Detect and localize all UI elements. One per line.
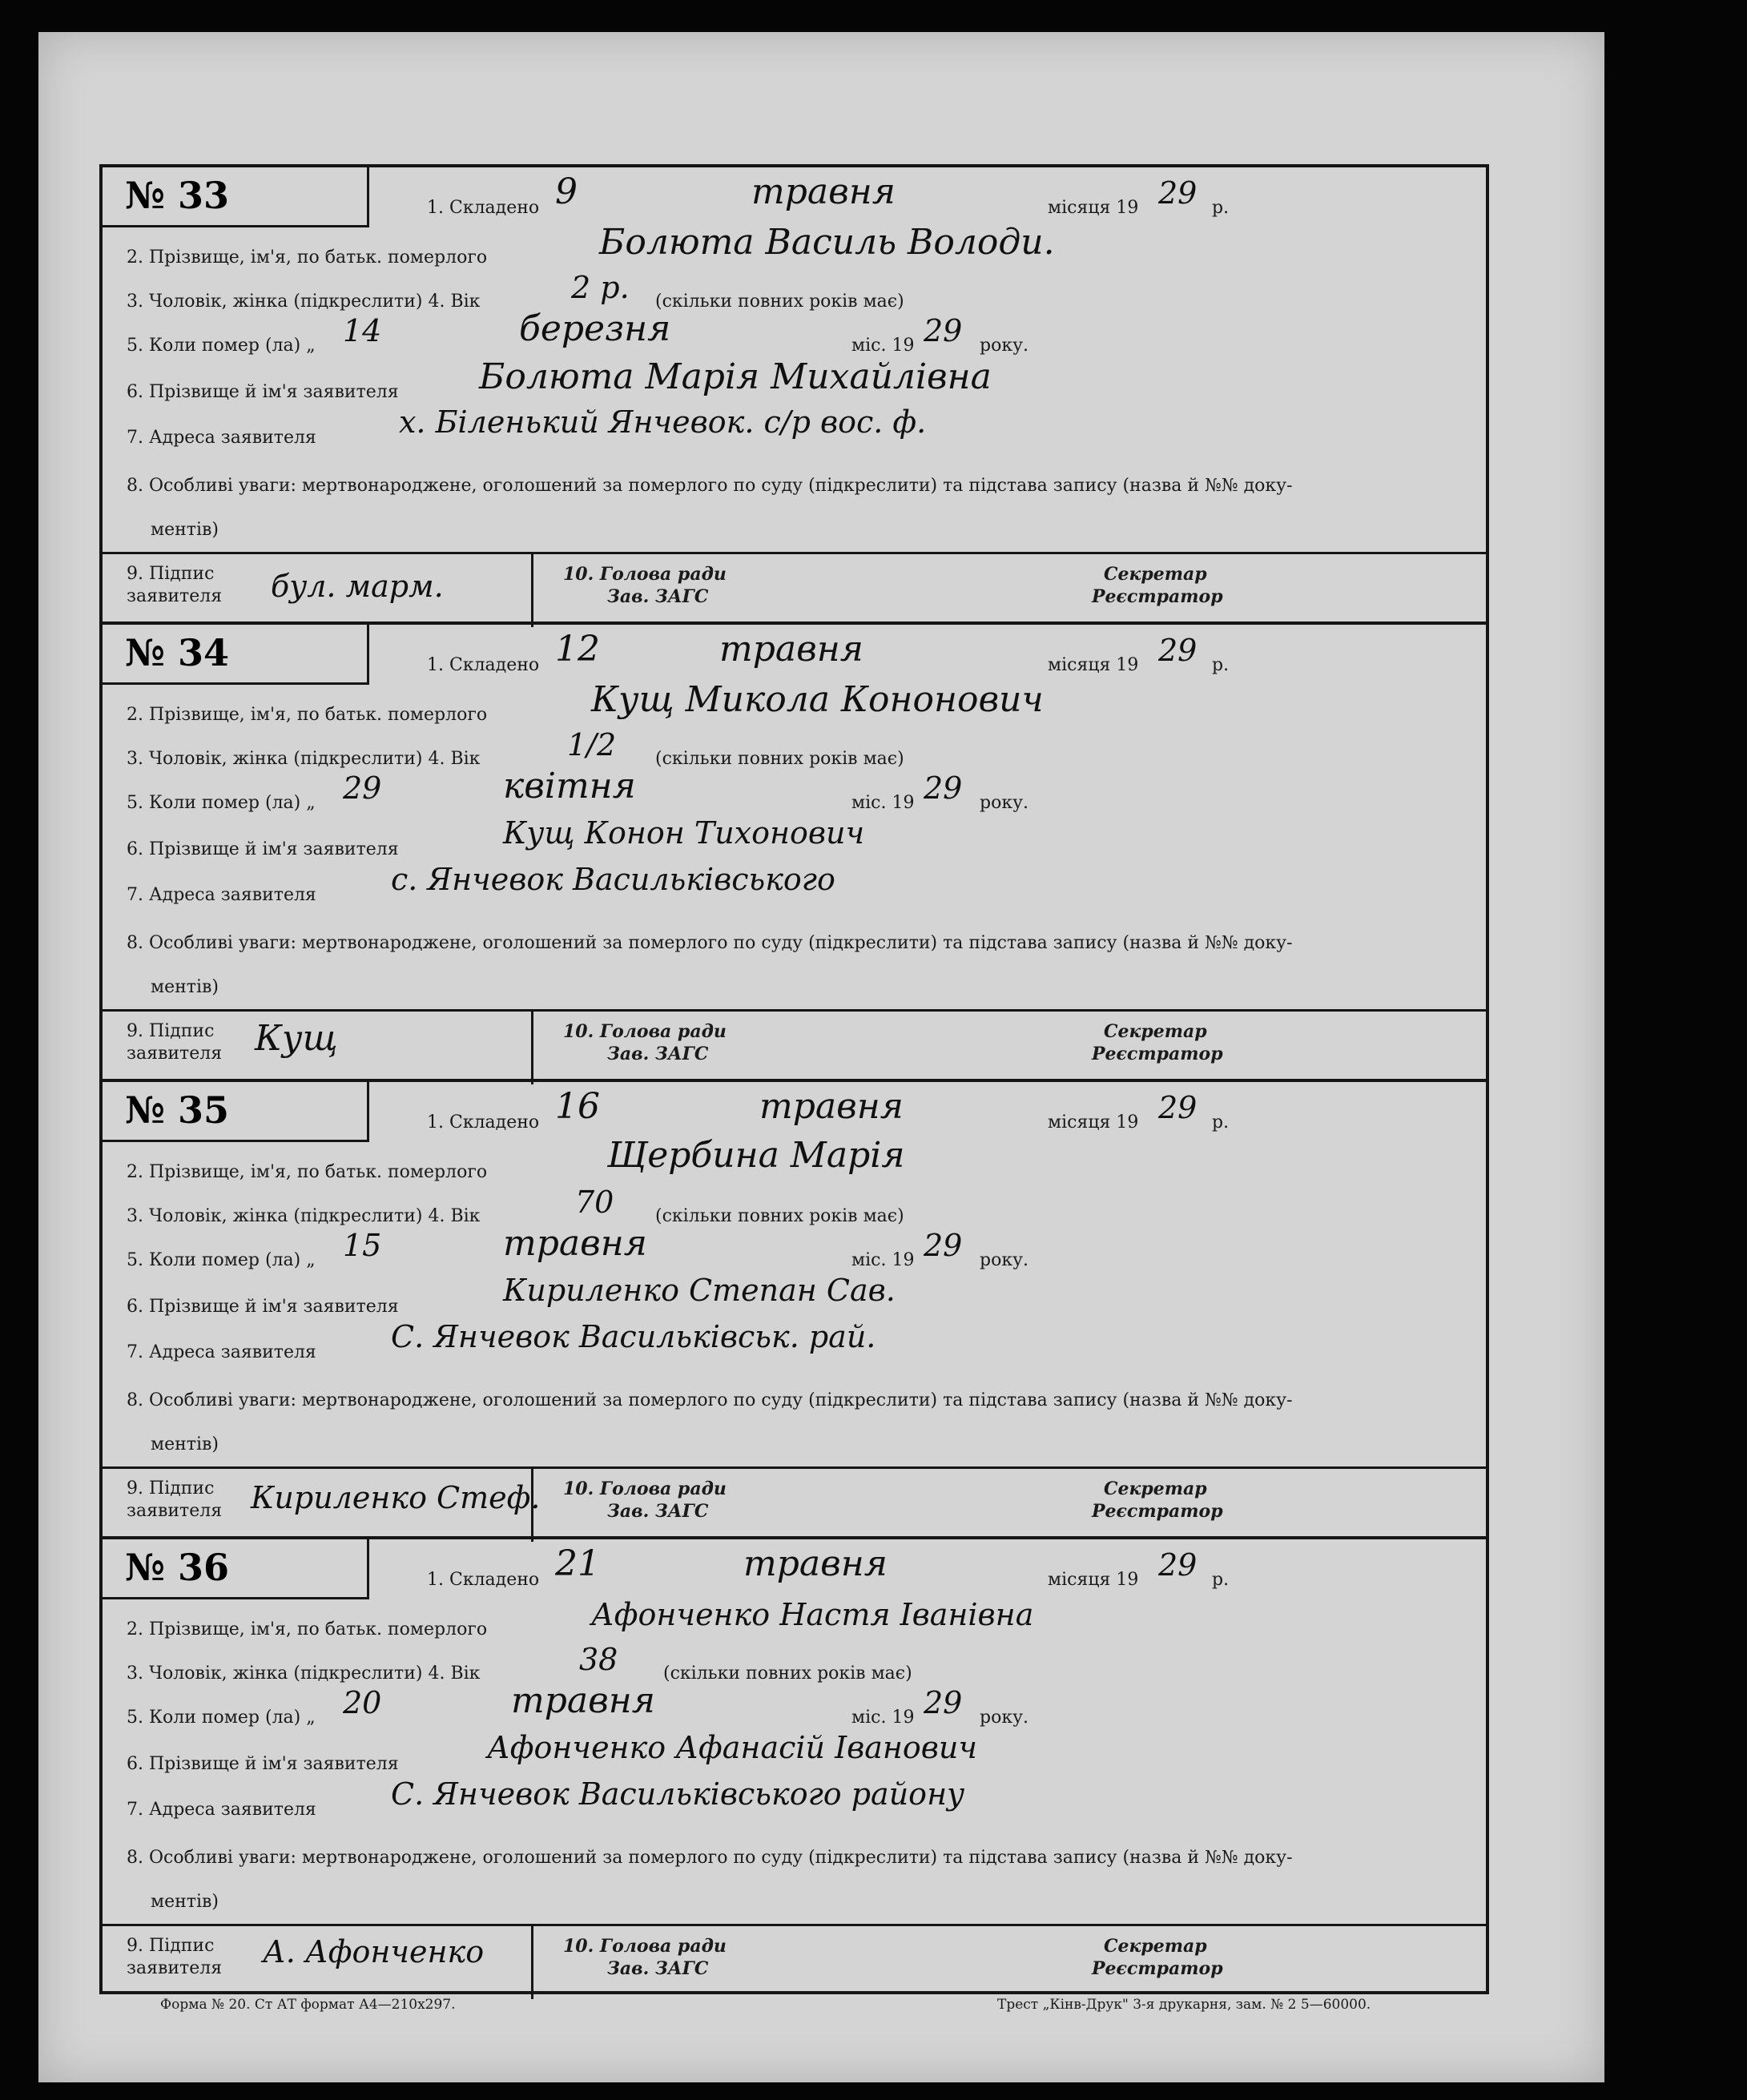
address-label: 7. Адреса заявителя	[127, 885, 316, 905]
notes-label: 8. Особливі уваги: мертвонароджене, оголошений за померлого по суду (підкреслити) та підстава запису (назва й №№ доку-	[127, 476, 1293, 496]
death-month: квітня	[503, 766, 636, 807]
sig-divider	[531, 554, 533, 627]
record-number: № 34	[125, 631, 230, 674]
signature-row	[103, 552, 1486, 627]
record-number: № 36	[125, 1546, 230, 1589]
applicant-address: С. Янчевок Васильківського району	[391, 1776, 965, 1812]
sex-age-label: 3. Чоловік, жінка (підкреслити) 4. Вік	[127, 1664, 481, 1684]
deceased-name: Афонченко Настя Іванівна	[591, 1597, 1034, 1632]
record-number-cell	[103, 1082, 369, 1142]
secretary-label: Секретар	[1104, 1021, 1207, 1042]
deceased-name: Болюта Василь Володи.	[599, 222, 1055, 263]
deceased-name: Щербина Марія	[607, 1135, 905, 1176]
registrar-label: Реєстратор	[1092, 586, 1223, 607]
form-footer-right: Трест „Кінв-Друк" 3-я друкарня, зам. № 2 5—60000.	[997, 1997, 1371, 2013]
head-label: 10. Голова ради	[563, 564, 727, 585]
sex-age-label: 3. Чоловік, жінка (підкреслити) 4. Вік	[127, 1206, 481, 1226]
notes-label: 8. Особливі уваги: мертвонароджене, оголошений за померлого по суду (підкреслити) та підстава запису (назва й №№ доку-	[127, 933, 1293, 953]
compiled-month: травня	[743, 1543, 888, 1584]
deceased-label: 2. Прізвище, ім'я, по батьк. померлого	[127, 1619, 488, 1639]
notes-cont: ментів)	[151, 1892, 219, 1912]
applicant-address: х. Біленький Янчевок. с/р вос. ф.	[399, 404, 927, 440]
death-registration-form	[99, 164, 1489, 1994]
record-number: № 33	[125, 174, 230, 217]
sex-age-label: 3. Чоловік, жінка (підкреслити) 4. Вік	[127, 292, 481, 312]
year-suffix: р.	[1212, 655, 1230, 675]
head-label: 10. Голова ради	[563, 1936, 727, 1957]
signature-row	[103, 1466, 1486, 1542]
registrar-label: Реєстратор	[1092, 1044, 1223, 1064]
signature-row	[103, 1924, 1486, 1999]
sex-age-label: 3. Чоловік, жінка (підкреслити) 4. Вік	[127, 749, 481, 769]
full-years-label: (скільки повних років має)	[655, 1206, 904, 1226]
sign-label-2: заявителя	[127, 1501, 223, 1521]
record-number-cell	[103, 1539, 369, 1599]
age-value: 1/2	[567, 727, 617, 762]
notes-label: 8. Особливі уваги: мертвонароджене, оголошений за померлого по суду (підкреслити) та підстава запису (назва й №№ доку-	[127, 1848, 1293, 1868]
sig-divider	[531, 1469, 533, 1542]
compiled-month: травня	[751, 171, 896, 212]
death-day: 14	[343, 313, 382, 348]
applicant-signature: А. Афонченко	[263, 1934, 485, 1969]
mis-label: міс. 19	[851, 1250, 915, 1270]
month-year-label: місяця 19	[1048, 655, 1139, 675]
age-value: 2 р.	[571, 270, 630, 305]
died-label: 5. Коли помер (ла) „	[127, 336, 316, 356]
year-suffix: р.	[1212, 1570, 1230, 1590]
year-suffix: р.	[1212, 1112, 1230, 1132]
roku-label: року.	[980, 336, 1029, 356]
mis-label: міс. 19	[851, 793, 915, 813]
applicant-label: 6. Прізвище й ім'я заявителя	[127, 382, 399, 402]
death-year: 29	[924, 313, 963, 348]
record-33	[103, 167, 1486, 625]
compiled-label: 1. Складено	[427, 198, 540, 218]
compiled-day: 9	[555, 171, 578, 212]
record-number: № 35	[125, 1088, 230, 1132]
compiled-label: 1. Складено	[427, 655, 540, 675]
death-day: 29	[343, 770, 382, 806]
sig-divider	[531, 1012, 533, 1084]
address-label: 7. Адреса заявителя	[127, 428, 316, 448]
death-month: травня	[503, 1223, 647, 1264]
died-label: 5. Коли помер (ла) „	[127, 793, 316, 813]
applicant-signature: Кириленко Стеф.	[251, 1480, 541, 1515]
deceased-name: Кущ Микола Кононович	[591, 679, 1044, 720]
record-35	[103, 1082, 1486, 1539]
address-label: 7. Адреса заявителя	[127, 1800, 316, 1820]
compiled-year: 29	[1158, 633, 1198, 668]
notes-cont: ментів)	[151, 520, 219, 540]
record-36	[103, 1539, 1486, 1997]
sign-label-1: 9. Підпис	[127, 1936, 215, 1956]
secretary-label: Секретар	[1104, 1936, 1207, 1957]
death-year: 29	[924, 1228, 963, 1263]
deceased-label: 2. Прізвище, ім'я, по батьк. померлого	[127, 705, 488, 725]
zags-label: Зав. ЗАГС	[607, 586, 709, 607]
registrar-label: Реєстратор	[1092, 1958, 1223, 1979]
month-year-label: місяця 19	[1048, 198, 1139, 218]
sign-label-2: заявителя	[127, 586, 223, 606]
record-34	[103, 625, 1486, 1082]
roku-label: року.	[980, 1708, 1029, 1728]
month-year-label: місяця 19	[1048, 1112, 1139, 1132]
compiled-label: 1. Складено	[427, 1570, 540, 1590]
age-value: 70	[575, 1185, 614, 1220]
roku-label: року.	[980, 793, 1029, 813]
form-footer-left: Форма № 20. Ст АТ формат А4—210х297.	[160, 1997, 456, 2013]
address-label: 7. Адреса заявителя	[127, 1342, 316, 1362]
applicant-address: С. Янчевок Васильківськ. рай.	[391, 1319, 876, 1354]
applicant-signature: Кущ	[255, 1018, 338, 1059]
record-number-cell	[103, 625, 369, 685]
applicant-name: Кириленко Степан Сав.	[503, 1273, 896, 1308]
sign-label-2: заявителя	[127, 1958, 223, 1978]
death-year: 29	[924, 770, 963, 806]
applicant-label: 6. Прізвище й ім'я заявителя	[127, 839, 399, 859]
compiled-day: 21	[555, 1543, 600, 1584]
sign-label-1: 9. Підпис	[127, 1021, 215, 1041]
full-years-label: (скільки повних років має)	[663, 1664, 912, 1684]
mis-label: міс. 19	[851, 336, 915, 356]
compiled-year: 29	[1158, 1547, 1198, 1583]
notes-cont: ментів)	[151, 977, 219, 997]
death-month: березня	[519, 308, 671, 349]
notes-cont: ментів)	[151, 1434, 219, 1454]
applicant-label: 6. Прізвище й ім'я заявителя	[127, 1754, 399, 1774]
death-year: 29	[924, 1685, 963, 1720]
death-day: 20	[343, 1685, 382, 1720]
died-label: 5. Коли помер (ла) „	[127, 1708, 316, 1728]
notes-label: 8. Особливі уваги: мертвонароджене, оголошений за померлого по суду (підкреслити) та підстава запису (назва й №№ доку-	[127, 1390, 1293, 1410]
record-number-cell	[103, 167, 369, 227]
applicant-name: Кущ Конон Тихонович	[503, 815, 865, 851]
head-label: 10. Голова ради	[563, 1478, 727, 1499]
signature-row	[103, 1009, 1486, 1084]
compiled-day: 12	[555, 629, 600, 670]
applicant-name: Афонченко Афанасій Іванович	[487, 1730, 978, 1765]
sign-label-2: заявителя	[127, 1044, 223, 1064]
mis-label: міс. 19	[851, 1708, 915, 1728]
secretary-label: Секретар	[1104, 1478, 1207, 1499]
applicant-address: с. Янчевок Васильківського	[391, 862, 835, 897]
compiled-year: 29	[1158, 1090, 1198, 1125]
full-years-label: (скільки повних років має)	[655, 292, 904, 312]
zags-label: Зав. ЗАГС	[607, 1044, 709, 1064]
applicant-label: 6. Прізвище й ім'я заявителя	[127, 1297, 399, 1317]
head-label: 10. Голова ради	[563, 1021, 727, 1042]
compiled-label: 1. Складено	[427, 1112, 540, 1132]
died-label: 5. Коли помер (ла) „	[127, 1250, 316, 1270]
applicant-signature: бул. марм.	[271, 569, 444, 604]
death-month: травня	[511, 1680, 655, 1721]
zags-label: Зав. ЗАГС	[607, 1958, 709, 1979]
compiled-year: 29	[1158, 175, 1198, 211]
compiled-month: травня	[719, 629, 863, 670]
compiled-month: травня	[759, 1086, 904, 1127]
deceased-label: 2. Прізвище, ім'я, по батьк. померлого	[127, 1162, 488, 1182]
zags-label: Зав. ЗАГС	[607, 1501, 709, 1522]
age-value: 38	[579, 1642, 618, 1677]
compiled-day: 16	[555, 1086, 600, 1127]
year-suffix: р.	[1212, 198, 1230, 218]
roku-label: року.	[980, 1250, 1029, 1270]
sign-label-1: 9. Підпис	[127, 1478, 215, 1499]
deceased-label: 2. Прізвище, ім'я, по батьк. померлого	[127, 247, 488, 268]
secretary-label: Секретар	[1104, 564, 1207, 585]
applicant-name: Болюта Марія Михайлівна	[479, 356, 992, 397]
full-years-label: (скільки повних років має)	[655, 749, 904, 769]
death-day: 15	[343, 1228, 382, 1263]
registrar-label: Реєстратор	[1092, 1501, 1223, 1522]
sign-label-1: 9. Підпис	[127, 564, 215, 584]
month-year-label: місяця 19	[1048, 1570, 1139, 1590]
sig-divider	[531, 1926, 533, 1999]
